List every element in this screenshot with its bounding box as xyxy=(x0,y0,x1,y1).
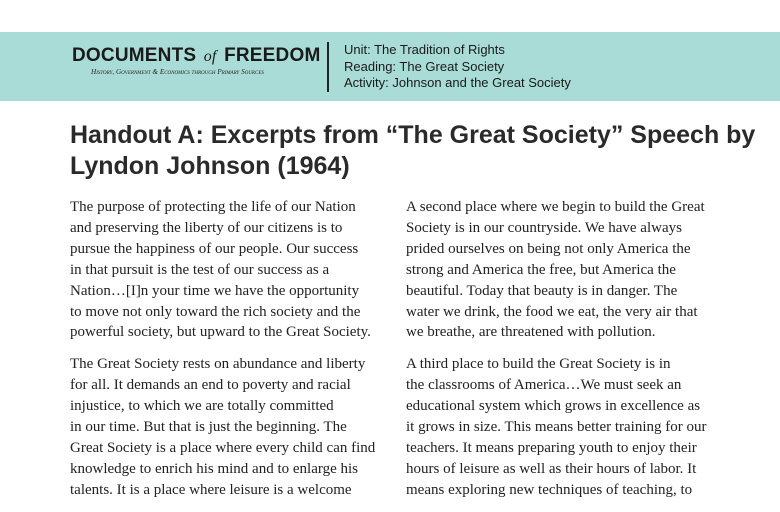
header-divider xyxy=(327,42,329,92)
paragraph xyxy=(70,354,375,500)
paragraph xyxy=(70,197,375,343)
text-line: hours of leisure as well as their hours of labor. It xyxy=(406,460,697,477)
page-title xyxy=(70,120,756,182)
text-line: injustice, to which we are totally committed xyxy=(70,398,334,415)
logo-word-freedom: FREEDOM xyxy=(224,45,321,66)
text-line: A second place where we begin to build the Great xyxy=(406,199,705,215)
activity-label: Activity: Johnson and the Great Society xyxy=(344,75,571,90)
reading-label: Reading: The Great Society xyxy=(344,58,505,74)
text-line: prided ourselves on being not only America the xyxy=(406,240,691,257)
text-line: Nation…[I]n your time we have the opportunity xyxy=(70,282,360,299)
title-line: Lyndon Johnson (1964) xyxy=(70,152,350,180)
text-line: strong and America the free, but America the xyxy=(406,261,676,278)
text-line: in that pursuit is the test of our success as a xyxy=(70,261,330,278)
title-line: Handout A: Excerpts from “The Great Society” Speech by xyxy=(70,121,756,149)
paragraph xyxy=(406,197,722,343)
text-line: pursue the happiness of our people. Our success xyxy=(70,240,359,257)
text-line: means exploring new techniques of teaching, to xyxy=(406,481,693,498)
paragraph xyxy=(406,354,722,500)
text-line: The Great Society rests on abundance and liberty xyxy=(70,356,366,373)
text-line: for all. It demands an end to poverty and racial xyxy=(70,377,351,394)
text-line: beautiful. Today that beauty is in danger. The xyxy=(406,282,678,299)
text-line: it grows in size. This means better training for our xyxy=(406,419,707,436)
text-line: talents. It is a place where leisure is a welcome xyxy=(70,481,352,498)
text-line: educational system which grows in excellence as xyxy=(406,398,701,415)
text-line: to move not only toward the rich society and the xyxy=(70,303,361,320)
text-line: Great Society is a place where every child can find xyxy=(70,439,376,456)
text-line: A third place to build the Great Society is in xyxy=(406,356,671,373)
text-line: Society is in our countryside. We have always xyxy=(406,219,682,236)
text-line: in our time. But that is just the beginning. The xyxy=(70,419,347,436)
text-line: knowledge to enrich his mind and to enlarge his xyxy=(70,460,358,477)
logo-subtitle: History, Government & Economics through Primary Sources xyxy=(91,68,264,76)
left-column xyxy=(70,197,375,512)
text-line: the classrooms of America…We must seek an xyxy=(406,377,682,394)
unit-label: Unit: The Tradition of Rights xyxy=(344,42,505,57)
text-line: we breathe, are threatened with pollution. xyxy=(406,324,656,341)
text-line: teachers. It means preparing youth to enjoy their xyxy=(406,439,697,456)
logo-title xyxy=(72,45,320,67)
lesson-meta xyxy=(344,42,571,92)
header-banner xyxy=(0,32,780,101)
text-line: powerful society, but upward to the Great Society. xyxy=(70,324,371,341)
logo-word-of: of xyxy=(203,48,217,65)
text-line: water we drink, the food we eat, the very air that xyxy=(406,303,698,320)
right-column xyxy=(406,197,722,512)
text-line: and preserving the liberty of our citizens is to xyxy=(70,219,343,236)
logo-word-documents: DOCUMENTS xyxy=(72,45,197,66)
text-line: The purpose of protecting the life of our Nation xyxy=(70,199,356,215)
